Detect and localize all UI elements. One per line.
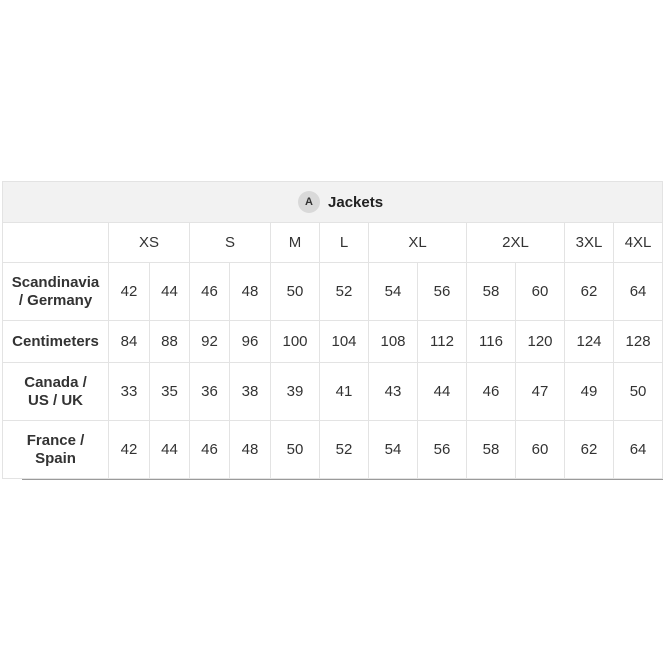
table-cell: 33	[109, 363, 150, 421]
letter-a-badge-icon: A	[298, 191, 320, 213]
table-cell: 35	[150, 363, 190, 421]
bottom-divider	[22, 479, 663, 480]
table-cell: 52	[320, 263, 369, 321]
table-cell: 44	[418, 363, 467, 421]
row-label: Centimeters	[3, 321, 109, 363]
table-row-canada-us-uk	[3, 363, 663, 421]
row-label: Canada / US / UK	[3, 363, 109, 421]
table-cell: 112	[418, 321, 467, 363]
table-cell: 64	[614, 263, 663, 321]
table-cell: 96	[230, 321, 271, 363]
table-row-centimeters	[3, 321, 663, 363]
table-cell: 49	[565, 363, 614, 421]
table-cell: 124	[565, 321, 614, 363]
table-cell: 52	[320, 421, 369, 479]
table-cell: 42	[109, 263, 150, 321]
table-cell: 60	[516, 263, 565, 321]
table-cell: 36	[190, 363, 230, 421]
table-cell: 48	[230, 421, 271, 479]
table-cell: 62	[565, 263, 614, 321]
table-cell: 50	[271, 263, 320, 321]
table-cell: 50	[614, 363, 663, 421]
empty-corner-cell	[3, 223, 109, 263]
size-header-s: S	[190, 223, 271, 263]
table-cell: 104	[320, 321, 369, 363]
table-cell: 48	[230, 263, 271, 321]
table-cell: 41	[320, 363, 369, 421]
size-header-row	[3, 223, 663, 263]
table-row-scandinavia-germany	[3, 263, 663, 321]
size-header-2xl: 2XL	[467, 223, 565, 263]
table-cell: 92	[190, 321, 230, 363]
table-cell: 100	[271, 321, 320, 363]
table-row-france-spain	[3, 421, 663, 479]
row-label: Scandinavia / Germany	[3, 263, 109, 321]
size-header-xs: XS	[109, 223, 190, 263]
size-header-3xl: 3XL	[565, 223, 614, 263]
table-cell: 39	[271, 363, 320, 421]
table-cell: 58	[467, 421, 516, 479]
table-cell: 38	[230, 363, 271, 421]
table-cell: 56	[418, 263, 467, 321]
table-cell: 88	[150, 321, 190, 363]
table-cell: 50	[271, 421, 320, 479]
size-chart-table	[2, 181, 663, 479]
table-cell: 58	[467, 263, 516, 321]
table-cell: 46	[190, 263, 230, 321]
table-title-cell	[3, 182, 663, 223]
table-cell: 116	[467, 321, 516, 363]
table-cell: 46	[190, 421, 230, 479]
size-header-l: L	[320, 223, 369, 263]
table-cell: 44	[150, 421, 190, 479]
table-cell: 120	[516, 321, 565, 363]
table-cell: 60	[516, 421, 565, 479]
table-title-row	[3, 182, 663, 223]
table-cell: 84	[109, 321, 150, 363]
table-cell: 44	[150, 263, 190, 321]
table-cell: 62	[565, 421, 614, 479]
table-cell: 54	[369, 263, 418, 321]
table-cell: 47	[516, 363, 565, 421]
table-cell: 43	[369, 363, 418, 421]
row-label: France / Spain	[3, 421, 109, 479]
table-cell: 56	[418, 421, 467, 479]
table-title-text: Jackets	[328, 193, 384, 211]
table-cell: 54	[369, 421, 418, 479]
table-cell: 108	[369, 321, 418, 363]
table-cell: 42	[109, 421, 150, 479]
size-header-xl: XL	[369, 223, 467, 263]
table-cell: 128	[614, 321, 663, 363]
table-cell: 64	[614, 421, 663, 479]
size-header-m: M	[271, 223, 320, 263]
table-title	[298, 191, 383, 213]
size-header-4xl: 4XL	[614, 223, 663, 263]
table-cell: 46	[467, 363, 516, 421]
